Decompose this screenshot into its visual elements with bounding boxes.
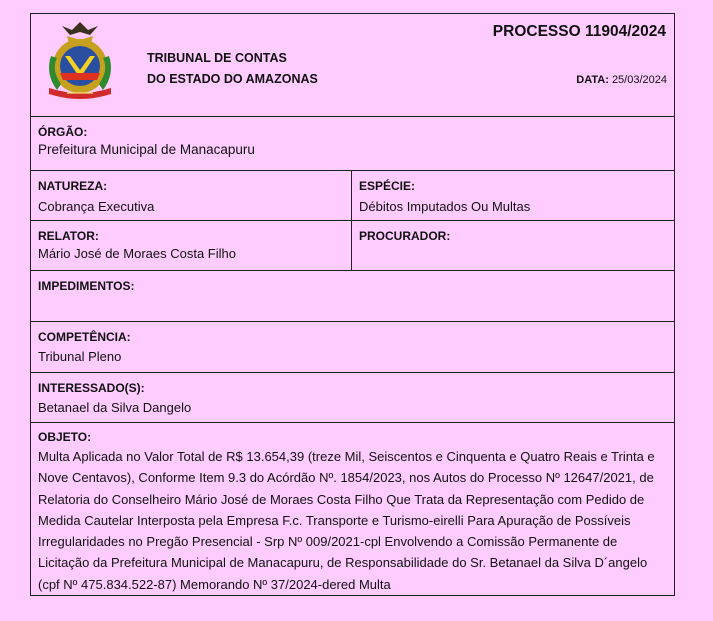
objeto-line: Relatoria do Conselheiro Mário José de Moraes Costa Filho Que Trata da Representação com Pedido de: [38, 491, 645, 507]
especie-label: ESPÉCIE:: [359, 179, 416, 193]
objeto-line: Multa Aplicada no Valor Total de R$ 13.654,39 (treze Mil, Seiscentos e Cinquenta e Quatro Reais e Trinta e: [38, 449, 655, 464]
objeto-line: Licitação da Prefeitura Municipal de Manacapuru, de Responsabilidade do Sr. Betanael da Silva D´angelo: [38, 555, 648, 571]
row-orgao: [31, 116, 674, 170]
competencia-value: Tribunal Pleno: [38, 349, 122, 364]
date-value: 25/03/2024: [611, 74, 667, 86]
objeto-line: (cpf Nº 475.834.522-87) Memorando Nº 37/2024-dered Multa: [38, 576, 391, 592]
relator-value: Mário José de Moraes Costa Filho: [38, 246, 236, 261]
organization-name: [147, 48, 318, 90]
especie-value: Débitos Imputados Ou Multas: [359, 199, 531, 214]
objeto-line: Irregularidades no Pregão Presencial - Srp Nº 009/2021-cpl Envolvendo a Comissão Permanente de: [38, 534, 618, 550]
interessados-value: Betanael da Silva Dangelo: [38, 400, 192, 415]
process-sheet: [30, 13, 675, 596]
interessados-label: INTERESSADO(S):: [38, 381, 145, 395]
date-label: DATA:: [576, 74, 609, 86]
row-objeto: [31, 422, 674, 595]
row-competencia: [31, 321, 674, 372]
row-relator-procurador: [31, 220, 674, 270]
orgao-label: ÓRGÃO:: [38, 125, 88, 139]
objeto-text: [38, 446, 667, 595]
relator-label: RELATOR:: [38, 229, 99, 243]
row-natureza-especie: [31, 170, 674, 220]
tce-am-emblem-icon: [37, 18, 123, 104]
objeto-line: Nove Centavos), Conforme Item 9.3 do Acórdão Nº. 1854/2023, nos Autos do Processo Nº 12647/2021, de: [38, 470, 654, 486]
org-line-2: DO ESTADO DO AMAZONAS: [147, 72, 318, 86]
impedimentos-label: IMPEDIMENTOS:: [38, 279, 135, 293]
natureza-label: NATUREZA:: [38, 179, 108, 193]
procurador-label: PROCURADOR:: [359, 229, 451, 243]
objeto-label: OBJETO:: [38, 430, 92, 444]
header: [31, 14, 674, 116]
process-date: [576, 74, 667, 86]
natureza-value: Cobrança Executiva: [38, 199, 155, 214]
row-impedimentos: [31, 270, 674, 321]
orgao-value: Prefeitura Municipal de Manacapuru: [38, 142, 255, 157]
competencia-label: COMPETÊNCIA:: [38, 330, 131, 344]
row-interessados: [31, 372, 674, 422]
org-line-1: TRIBUNAL DE CONTAS: [147, 51, 287, 65]
process-number: PROCESSO 11904/2024: [492, 23, 666, 40]
objeto-line: Medida Cautelar Interposta pela Empresa F.c. Transporte e Turismo-eirelli Para Apuração de Possíveis: [38, 512, 631, 528]
